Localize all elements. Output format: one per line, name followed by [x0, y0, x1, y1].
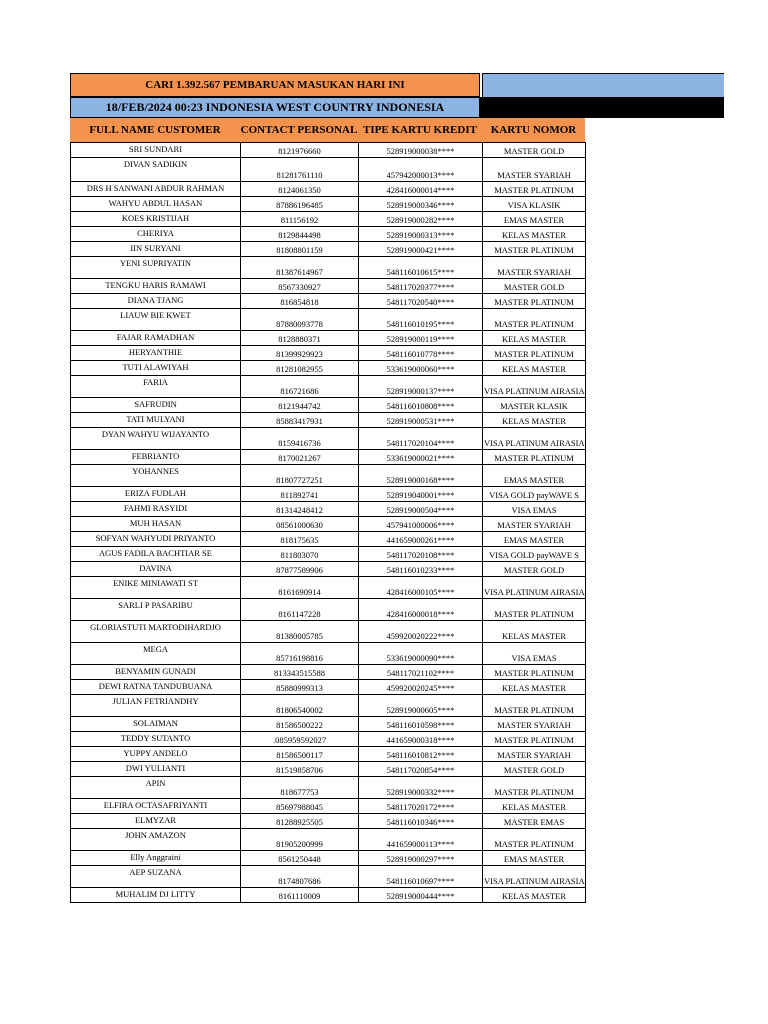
card-number-cell: 528919000282****: [359, 212, 483, 227]
table-row: [71, 532, 586, 547]
table-row: [71, 717, 586, 732]
contact-cell: 8159416736: [241, 428, 359, 450]
column-header-type: KARTU NOMOR: [490, 124, 577, 136]
card-number-cell: 528919000038****: [359, 143, 483, 158]
card-type-cell: KELAS MASTER: [483, 680, 586, 695]
contact-cell: 8170021267: [241, 450, 359, 465]
contact-cell: 8161147228: [241, 599, 359, 621]
contact-cell: 81399929923: [241, 346, 359, 361]
card-number-cell: 459920020222****: [359, 621, 483, 643]
contact-cell: 8121944742: [241, 398, 359, 413]
card-number-cell: 548116010233****: [359, 562, 483, 577]
card-number-cell: 528919000313****: [359, 227, 483, 242]
card-type-cell: MASTER GOLD: [483, 562, 586, 577]
card-number-cell: 528919000605****: [359, 695, 483, 717]
contact-cell: 8121976660: [241, 143, 359, 158]
contact-cell: .085959592027: [241, 732, 359, 747]
table-row: [71, 562, 586, 577]
table-row: [71, 279, 586, 294]
customer-name-cell: TUTI ALAWIYAH: [71, 361, 241, 376]
table-row: [71, 398, 586, 413]
customer-name-cell: HERYANTHIE: [71, 346, 241, 361]
card-type-cell: MASTER SYARIAH: [483, 257, 586, 279]
table-row: [71, 227, 586, 242]
customer-name-cell: JULIAN FETRIANDHY: [71, 695, 241, 717]
contact-cell: 8161110009: [241, 888, 359, 903]
card-number-cell: 548117020104****: [359, 428, 483, 450]
contact-cell: 811803070: [241, 547, 359, 562]
card-number-cell: 528919000137****: [359, 376, 483, 398]
contact-cell: 81806540002: [241, 695, 359, 717]
card-number-cell: 533619000090****: [359, 643, 483, 665]
customer-name-cell: ENIKE MINIAWATI ST: [71, 577, 241, 599]
card-type-cell: MASTER PLATINUM: [483, 346, 586, 361]
customer-name-cell: CHERIYA: [71, 227, 241, 242]
contact-cell: 81281082955: [241, 361, 359, 376]
banner-black-cell: [480, 97, 724, 118]
contact-cell: 81519858706: [241, 762, 359, 777]
card-number-cell: 528919000332****: [359, 777, 483, 799]
card-number-cell: 533619000060****: [359, 361, 483, 376]
contact-cell: 81288925505: [241, 814, 359, 829]
customer-name-cell: AGUS FADILA BACHTIAR SE: [71, 547, 241, 562]
customer-name-cell: APIN: [71, 777, 241, 799]
card-type-cell: MASTER SYARIAH: [483, 158, 586, 182]
customer-name-cell: DEWI RATNA TANDUBUANA: [71, 680, 241, 695]
card-type-cell: EMAS MASTER: [483, 532, 586, 547]
card-number-cell: 533619000021****: [359, 450, 483, 465]
table-row: [71, 547, 586, 562]
contact-cell: 8567330927: [241, 279, 359, 294]
customer-name-cell: ELMYZAR: [71, 814, 241, 829]
card-type-cell: VISA KLASIK: [483, 197, 586, 212]
card-type-cell: MASTER PLATINUM: [483, 829, 586, 851]
table-row: [71, 829, 586, 851]
contact-cell: 81807727251: [241, 465, 359, 487]
customer-name-cell: DRS H SANWANI ABDUR RAHMAN: [71, 182, 241, 197]
table-row: [71, 643, 586, 665]
card-number-cell: 528919000168****: [359, 465, 483, 487]
customer-name-cell: SOLAIMAN: [71, 717, 241, 732]
card-number-cell: 548116010598****: [359, 717, 483, 732]
table-row: [71, 621, 586, 643]
card-type-cell: KELAS MASTER: [483, 361, 586, 376]
contact-cell: 85883417931: [241, 413, 359, 428]
customer-name-cell: YUPPY ANDELO: [71, 747, 241, 762]
customer-name-cell: SARLI P PASARIBU: [71, 599, 241, 621]
table-row: [71, 577, 586, 599]
customer-name-cell: TEDDY SUTANTO: [71, 732, 241, 747]
card-number-cell: 548117020377****: [359, 279, 483, 294]
customer-name-cell: DIANA TJANG: [71, 294, 241, 309]
card-type-cell: KELAS MASTER: [483, 888, 586, 903]
customer-name-cell: DYAN WAHYU WIJAYANTO: [71, 428, 241, 450]
contact-cell: 87886196485: [241, 197, 359, 212]
contact-cell: 8128880371: [241, 331, 359, 346]
card-type-cell: KELAS MASTER: [483, 227, 586, 242]
card-type-cell: MASTER PLATINUM: [483, 242, 586, 257]
card-type-cell: VISA PLATINUM AIRASIA: [483, 428, 586, 450]
table-row: [71, 182, 586, 197]
card-number-cell: 441659000318****: [359, 732, 483, 747]
customer-name-cell: TENGKU HARIS RAMAWI: [71, 279, 241, 294]
table-row: [71, 665, 586, 680]
card-number-cell: 528919000504****: [359, 502, 483, 517]
table-row: [71, 331, 586, 346]
contact-cell: 81808801159: [241, 242, 359, 257]
card-number-cell: 528919000119****: [359, 331, 483, 346]
card-type-cell: MASTER GOLD: [483, 762, 586, 777]
card-type-cell: VISA EMAS: [483, 502, 586, 517]
card-number-cell: 428416000014****: [359, 182, 483, 197]
customer-name-cell: YOHANNES: [71, 465, 241, 487]
column-header-card: TIPE KARTU KREDIT: [363, 124, 477, 136]
contact-cell: 81586500117: [241, 747, 359, 762]
contact-cell: 81905200999: [241, 829, 359, 851]
card-number-cell: 548117020540****: [359, 294, 483, 309]
card-number-cell: 528919000297****: [359, 851, 483, 866]
table-row: [71, 851, 586, 866]
customer-name-cell: Elly Anggraini: [71, 851, 241, 866]
card-type-cell: KELAS MASTER: [483, 331, 586, 346]
card-number-cell: 548117020108****: [359, 547, 483, 562]
card-number-cell: 548116010808****: [359, 398, 483, 413]
card-number-cell: 441659000261****: [359, 532, 483, 547]
card-number-cell: 528919000346****: [359, 197, 483, 212]
column-header-contact: CONTACT PERSONAL: [240, 124, 358, 136]
customer-name-cell: DWI YULIANTI: [71, 762, 241, 777]
card-type-cell: MASTER PLATINUM: [483, 732, 586, 747]
card-number-cell: 428416000018****: [359, 599, 483, 621]
card-type-cell: KELAS MASTER: [483, 621, 586, 643]
card-type-cell: VISA PLATINUM AIRASIA: [483, 866, 586, 888]
customer-name-cell: AEP SUZANA: [71, 866, 241, 888]
contact-cell: 85697988045: [241, 799, 359, 814]
contact-cell: 81380005785: [241, 621, 359, 643]
card-type-cell: KELAS MASTER: [483, 413, 586, 428]
card-type-cell: MASTER PLATINUM: [483, 665, 586, 680]
table-row: [71, 762, 586, 777]
card-type-cell: VISA PLATINUM AIRASIA: [483, 376, 586, 398]
customer-name-cell: SRI SUNDARI: [71, 143, 241, 158]
card-number-cell: 457941000006****: [359, 517, 483, 532]
contact-cell: 818677753: [241, 777, 359, 799]
contact-cell: 816854818: [241, 294, 359, 309]
card-number-cell: 548116010615****: [359, 257, 483, 279]
card-type-cell: MASTER PLATINUM: [483, 777, 586, 799]
table-row: [71, 502, 586, 517]
table-row: [71, 242, 586, 257]
customer-name-cell: MEGA: [71, 643, 241, 665]
customer-name-cell: JOHN AMAZON: [71, 829, 241, 851]
card-type-cell: KELAS MASTER: [483, 799, 586, 814]
card-number-cell: 548116010346****: [359, 814, 483, 829]
table-row: [71, 799, 586, 814]
banner-blue-cell: [482, 73, 724, 97]
customer-name-cell: ELFIRA OCTASAFRIYANTI: [71, 799, 241, 814]
table-row: [71, 487, 586, 502]
customer-table: [70, 142, 586, 903]
customer-name-cell: FAHMI RASYIDI: [71, 502, 241, 517]
card-number-cell: 548116010812****: [359, 747, 483, 762]
contact-cell: 08561000630: [241, 517, 359, 532]
card-type-cell: EMAS MASTER: [483, 212, 586, 227]
contact-cell: 81387614967: [241, 257, 359, 279]
table-row: [71, 888, 586, 903]
customer-name-cell: DIVAN SADIKIN: [71, 158, 241, 182]
card-type-cell: VISA EMAS: [483, 643, 586, 665]
table-row: [71, 413, 586, 428]
customer-name-cell: WAHYU ABDUL HASAN: [71, 197, 241, 212]
customer-name-cell: SAFRUDIN: [71, 398, 241, 413]
customer-name-cell: FAJAR RAMADHAN: [71, 331, 241, 346]
card-type-cell: MASTER SYARIAH: [483, 747, 586, 762]
table-row: [71, 158, 586, 182]
card-number-cell: 528919040001****: [359, 487, 483, 502]
table-row: [71, 465, 586, 487]
customer-name-cell: TATI MULYANI: [71, 413, 241, 428]
table-row: [71, 294, 586, 309]
card-type-cell: MASTER GOLD: [483, 279, 586, 294]
card-type-cell: MASTER SYARIAH: [483, 717, 586, 732]
table-row: [71, 257, 586, 279]
card-type-cell: MASTER PLATINUM: [483, 294, 586, 309]
customer-name-cell: FEBRIANTO: [71, 450, 241, 465]
card-number-cell: 548117021102****: [359, 665, 483, 680]
card-number-cell: 548116010195****: [359, 309, 483, 331]
column-header-row: [70, 118, 585, 142]
card-number-cell: 459920020245****: [359, 680, 483, 695]
banner-subtitle: 18/FEB/2024 00:23 INDONESIA WEST COUNTRY INDONESIA: [70, 97, 480, 118]
table-row: [71, 747, 586, 762]
customer-name-cell: IIN SURYANI: [71, 242, 241, 257]
card-type-cell: MASTER PLATINUM: [483, 450, 586, 465]
contact-cell: 818175635: [241, 532, 359, 547]
contact-cell: 8561250448: [241, 851, 359, 866]
table-row: [71, 361, 586, 376]
table-row: [71, 212, 586, 227]
table-row: [71, 428, 586, 450]
card-type-cell: MASTER PLATINUM: [483, 599, 586, 621]
contact-cell: 87877589906: [241, 562, 359, 577]
table-row: [71, 143, 586, 158]
customer-name-cell: YENI SUPRIYATIN: [71, 257, 241, 279]
card-number-cell: 528919000444****: [359, 888, 483, 903]
table-row: [71, 309, 586, 331]
contact-cell: 813343515588: [241, 665, 359, 680]
card-type-cell: EMAS MASTER: [483, 465, 586, 487]
card-number-cell: 528919000421****: [359, 242, 483, 257]
card-type-cell: VISA GOLD payWAVE S: [483, 487, 586, 502]
card-type-cell: MASTER EMAS: [483, 814, 586, 829]
table-row: [71, 450, 586, 465]
contact-cell: 81281761110: [241, 158, 359, 182]
table-row: [71, 814, 586, 829]
card-type-cell: MASTER KLASIK: [483, 398, 586, 413]
table-row: [71, 732, 586, 747]
card-number-cell: 457942000013****: [359, 158, 483, 182]
card-number-cell: 528919000531****: [359, 413, 483, 428]
table-row: [71, 599, 586, 621]
contact-cell: 8174807686: [241, 866, 359, 888]
contact-cell: 8124061350: [241, 182, 359, 197]
contact-cell: 87880093778: [241, 309, 359, 331]
customer-name-cell: KOES KRISTIJAH: [71, 212, 241, 227]
card-type-cell: MASTER PLATINUM: [483, 695, 586, 717]
customer-name-cell: BENYAMIN GUNADI: [71, 665, 241, 680]
customer-name-cell: MUHALIM DJ LITTY: [71, 888, 241, 903]
card-type-cell: VISA GOLD payWAVE S: [483, 547, 586, 562]
card-type-cell: MASTER SYARIAH: [483, 517, 586, 532]
table-row: [71, 197, 586, 212]
contact-cell: 816721686: [241, 376, 359, 398]
table-row: [71, 517, 586, 532]
customer-name-cell: GLORIASTUTI MARTODIHARDJO: [71, 621, 241, 643]
contact-cell: 8161690914: [241, 577, 359, 599]
card-number-cell: 548117020854****: [359, 762, 483, 777]
table-row: [71, 346, 586, 361]
table-row: [71, 695, 586, 717]
contact-cell: 85880999313: [241, 680, 359, 695]
card-type-cell: VISA PLATINUM AIRASIA: [483, 577, 586, 599]
card-type-cell: MASTER GOLD: [483, 143, 586, 158]
contact-cell: 811892741: [241, 487, 359, 502]
contact-cell: 8129844498: [241, 227, 359, 242]
card-type-cell: MASTER PLATINUM: [483, 182, 586, 197]
card-number-cell: 548116010778****: [359, 346, 483, 361]
table-row: [71, 376, 586, 398]
table-row: [71, 866, 586, 888]
card-number-cell: 428416000105****: [359, 577, 483, 599]
contact-cell: 81314248412: [241, 502, 359, 517]
contact-cell: 811156192: [241, 212, 359, 227]
card-type-cell: MASTER PLATINUM: [483, 309, 586, 331]
customer-name-cell: ERIZA FUDLAH: [71, 487, 241, 502]
card-number-cell: 548117020172****: [359, 799, 483, 814]
customer-name-cell: FARIA: [71, 376, 241, 398]
card-type-cell: EMAS MASTER: [483, 851, 586, 866]
card-number-cell: 441659000113****: [359, 829, 483, 851]
customer-name-cell: MUH HASAN: [71, 517, 241, 532]
table-row: [71, 777, 586, 799]
customer-name-cell: LIAUW BIE KWET: [71, 309, 241, 331]
table-row: [71, 680, 586, 695]
card-number-cell: 548116010697****: [359, 866, 483, 888]
contact-cell: 81586500222: [241, 717, 359, 732]
column-header-name: FULL NAME CUSTOMER: [89, 124, 221, 136]
customer-name-cell: SOFYAN WAHYUDI PRIYANTO: [71, 532, 241, 547]
banner-title: CARI 1.392.567 PEMBARUAN MASUKAN HARI INI: [70, 73, 480, 97]
contact-cell: 85716198816: [241, 643, 359, 665]
customer-name-cell: DAVINA: [71, 562, 241, 577]
